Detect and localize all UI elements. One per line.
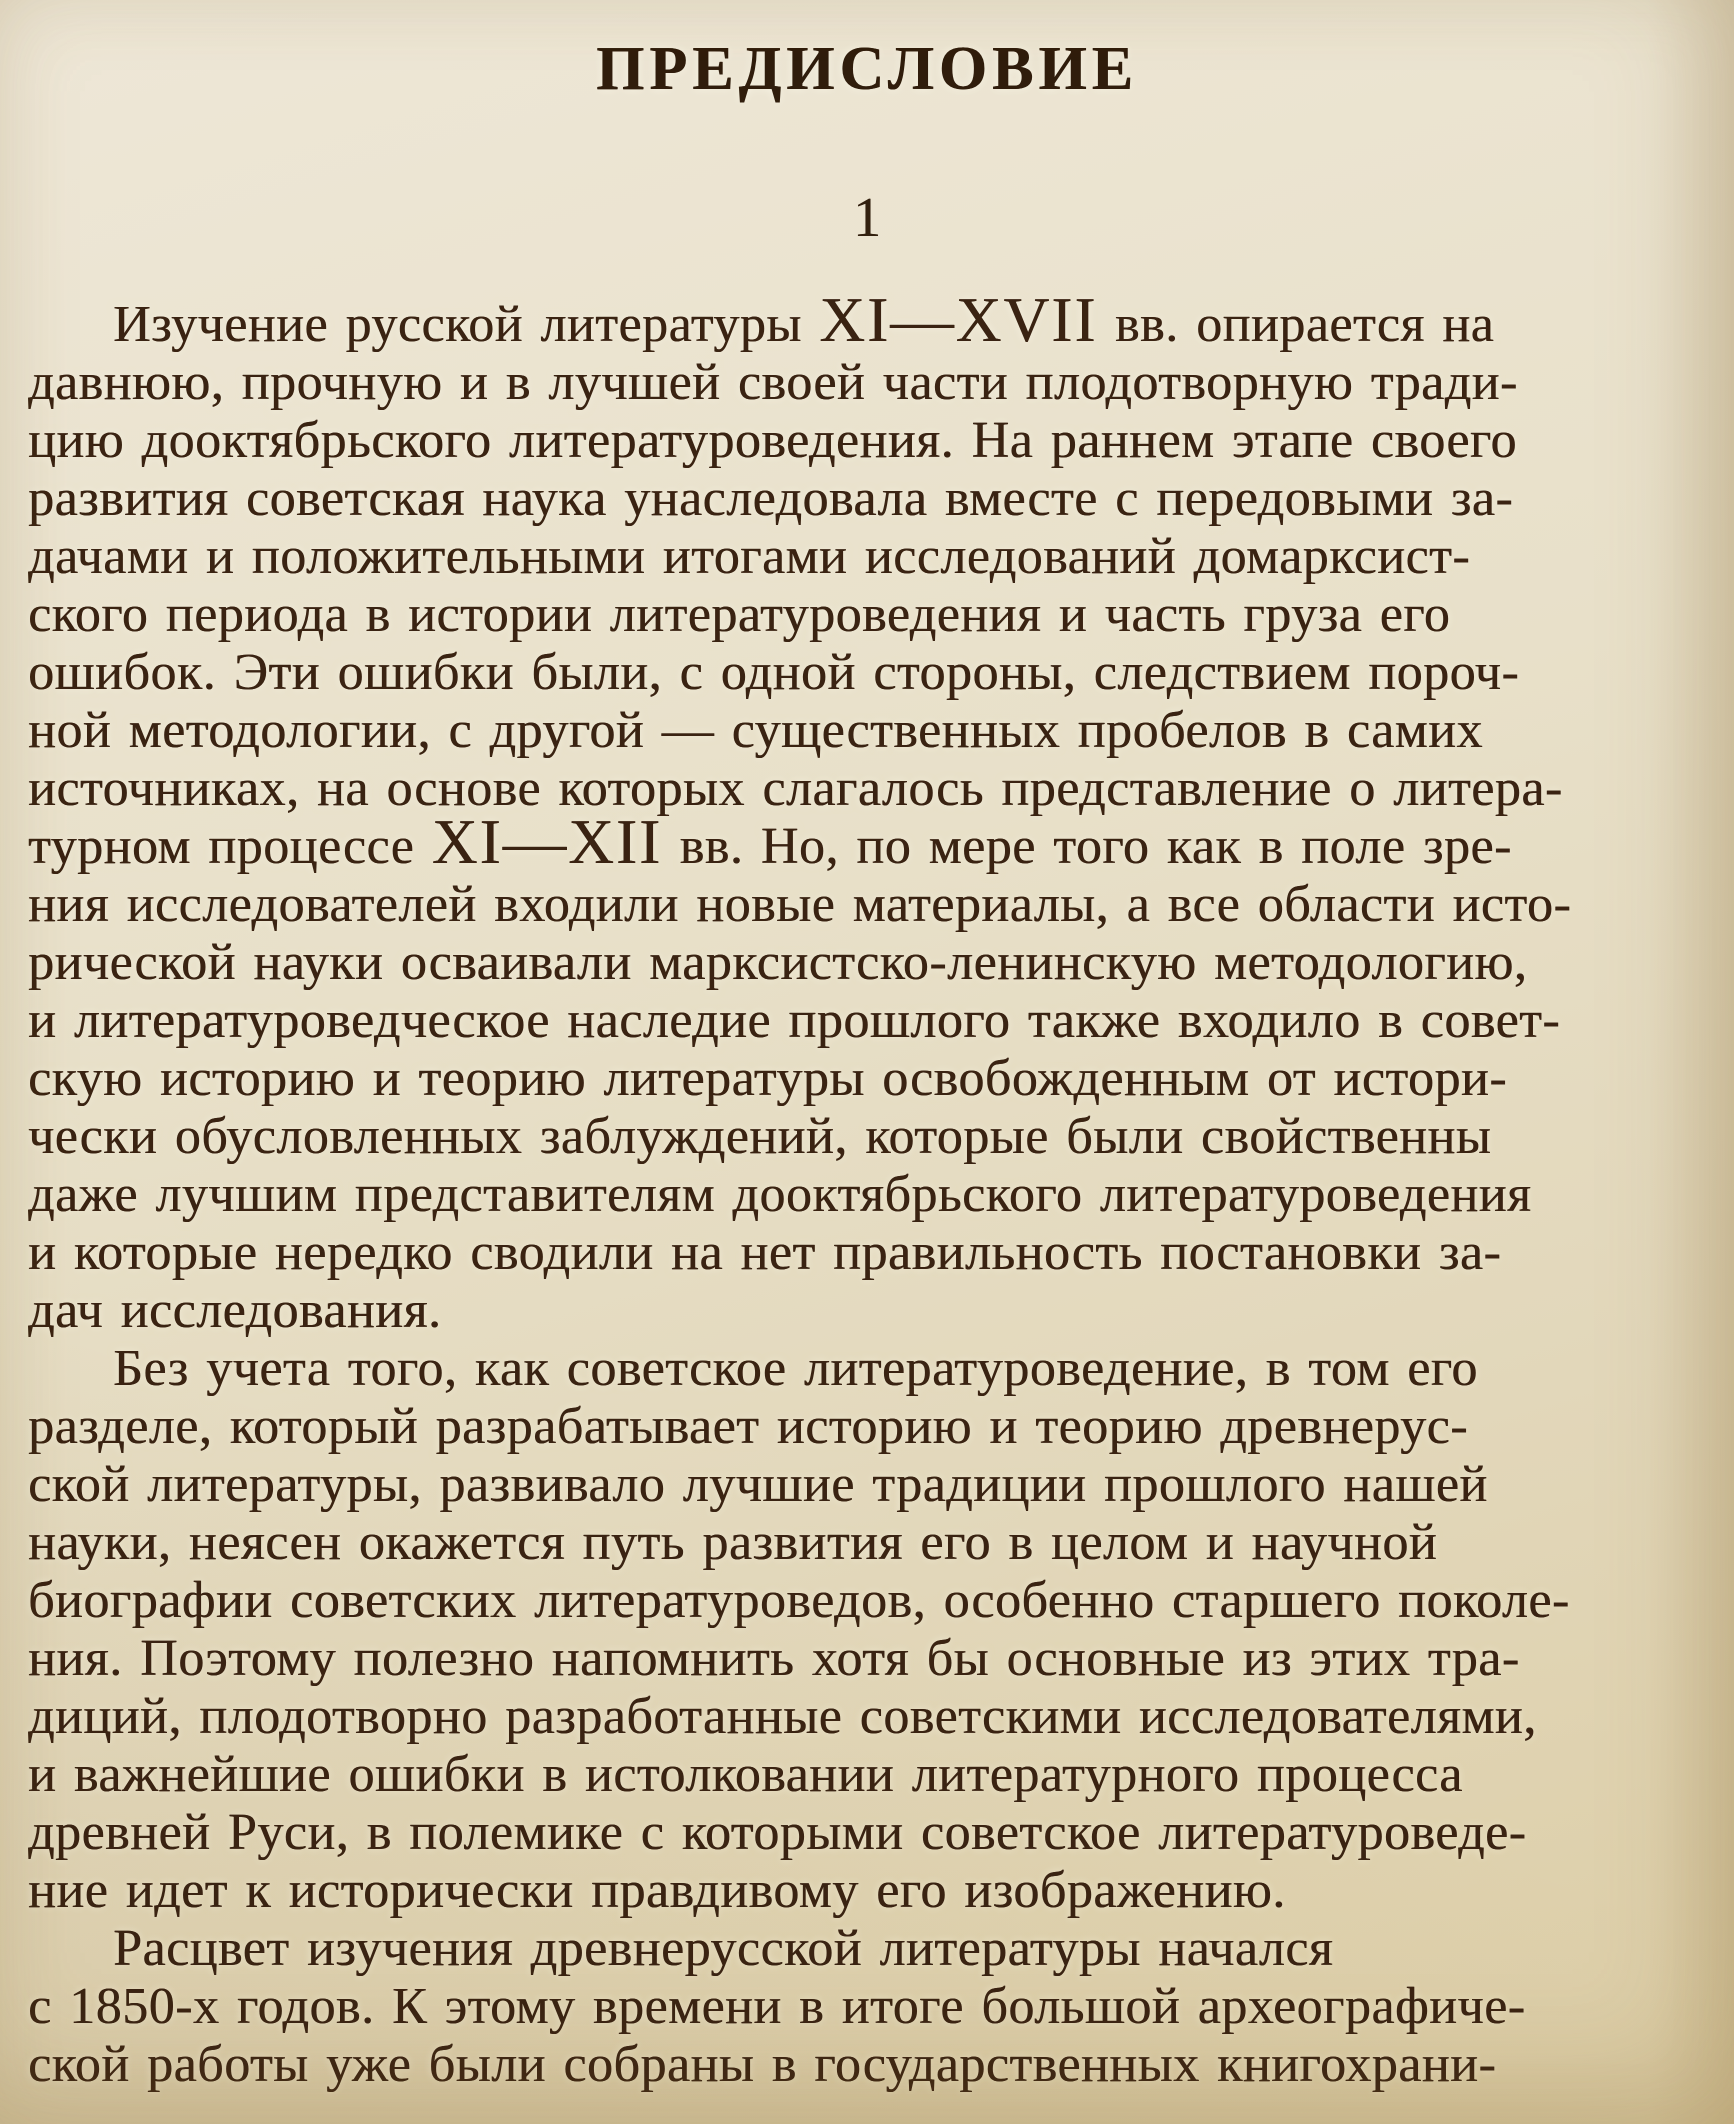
text-line: с 1850-х годов. К этому времени в итоге большой археографиче- (28, 1978, 1526, 2035)
paragraph (28, 284, 1700, 1340)
text-line: Изучение русской литературы XI—XVII вв. опирается на (113, 284, 1495, 355)
paragraph (28, 1920, 1700, 2094)
text-line: дачами и положительными итогами исследований домарксист- (28, 528, 1471, 585)
text-line: цию дооктябрьского литературоведения. На раннем этапе своего (28, 412, 1517, 469)
section-number: 1 (853, 187, 881, 249)
text-line: Без учета того, как советское литературоведение, в том его (113, 1340, 1478, 1397)
text-line: разделе, который разрабатывает историю и теорию древнерус- (28, 1398, 1468, 1455)
text-line: диций, плодотворно разработанные советскими исследователями, (28, 1688, 1537, 1745)
text-line: и литературоведческое наследие прошлого также входило в совет- (28, 992, 1561, 1049)
text-line: ной методологии, с другой — существенных пробелов в самих (28, 702, 1483, 759)
paragraph (28, 1340, 1700, 1920)
text-line: развития советская наука унаследовала вместе с передовыми за- (28, 470, 1514, 527)
text-line: ского периода в истории литературоведения и часть груза его (28, 586, 1451, 643)
text-line: ние идет к исторически правдивому его изображению. (28, 1862, 1286, 1919)
text-line: дач исследования. (28, 1282, 442, 1339)
page-title: ПРЕДИСЛОВИЕ (596, 35, 1138, 103)
roman-numeral: XI—XII (431, 806, 663, 877)
text-line: ошибок. Эти ошибки были, с одной стороны, следствием пороч- (28, 644, 1520, 701)
text-body (0, 284, 1734, 2094)
text-line: древней Руси, в полемике с которыми советское литературоведе- (28, 1804, 1527, 1861)
text-line: ской литературы, развивало лучшие традиции прошлого нашей (28, 1456, 1488, 1513)
text-line: источниках, на основе которых слагалось представление о литера- (28, 760, 1563, 817)
text-line: биографии советских литературоведов, особенно старшего поколе- (28, 1572, 1570, 1629)
text-line: ния. Поэтому полезно напомнить хотя бы основные из этих тра- (28, 1630, 1520, 1687)
text-line: турном процессе XI—XII вв. Но, по мере того как в поле зре- (28, 806, 1512, 877)
text-line: давнюю, прочную и в лучшей своей части плодотворную тради- (28, 354, 1518, 411)
text-line: и важнейшие ошибки в истолковании литературного процесса (28, 1746, 1463, 1803)
text-line: даже лучшим представителям дооктябрьского литературоведения (28, 1166, 1532, 1223)
text-line: Расцвет изучения древнерусской литературы начался (113, 1920, 1334, 1977)
text-line: рической науки осваивали марксистско-ленинскую методологию, (28, 934, 1528, 991)
text-line: ской работы уже были собраны в государственных книгохрани- (28, 2036, 1497, 2093)
text-line: чески обусловленных заблуждений, которые были свойственны (28, 1108, 1492, 1165)
text-line: науки, неясен окажется путь развития его в целом и научной (28, 1514, 1438, 1571)
text-line: и которые нередко сводили на нет правильность постановки за- (28, 1224, 1502, 1281)
text-line: скую историю и теорию литературы освобожденным от истори- (28, 1050, 1508, 1107)
text-line: ния исследователей входили новые материалы, а все области исто- (28, 876, 1572, 933)
roman-numeral: XI—XVII (819, 284, 1098, 355)
